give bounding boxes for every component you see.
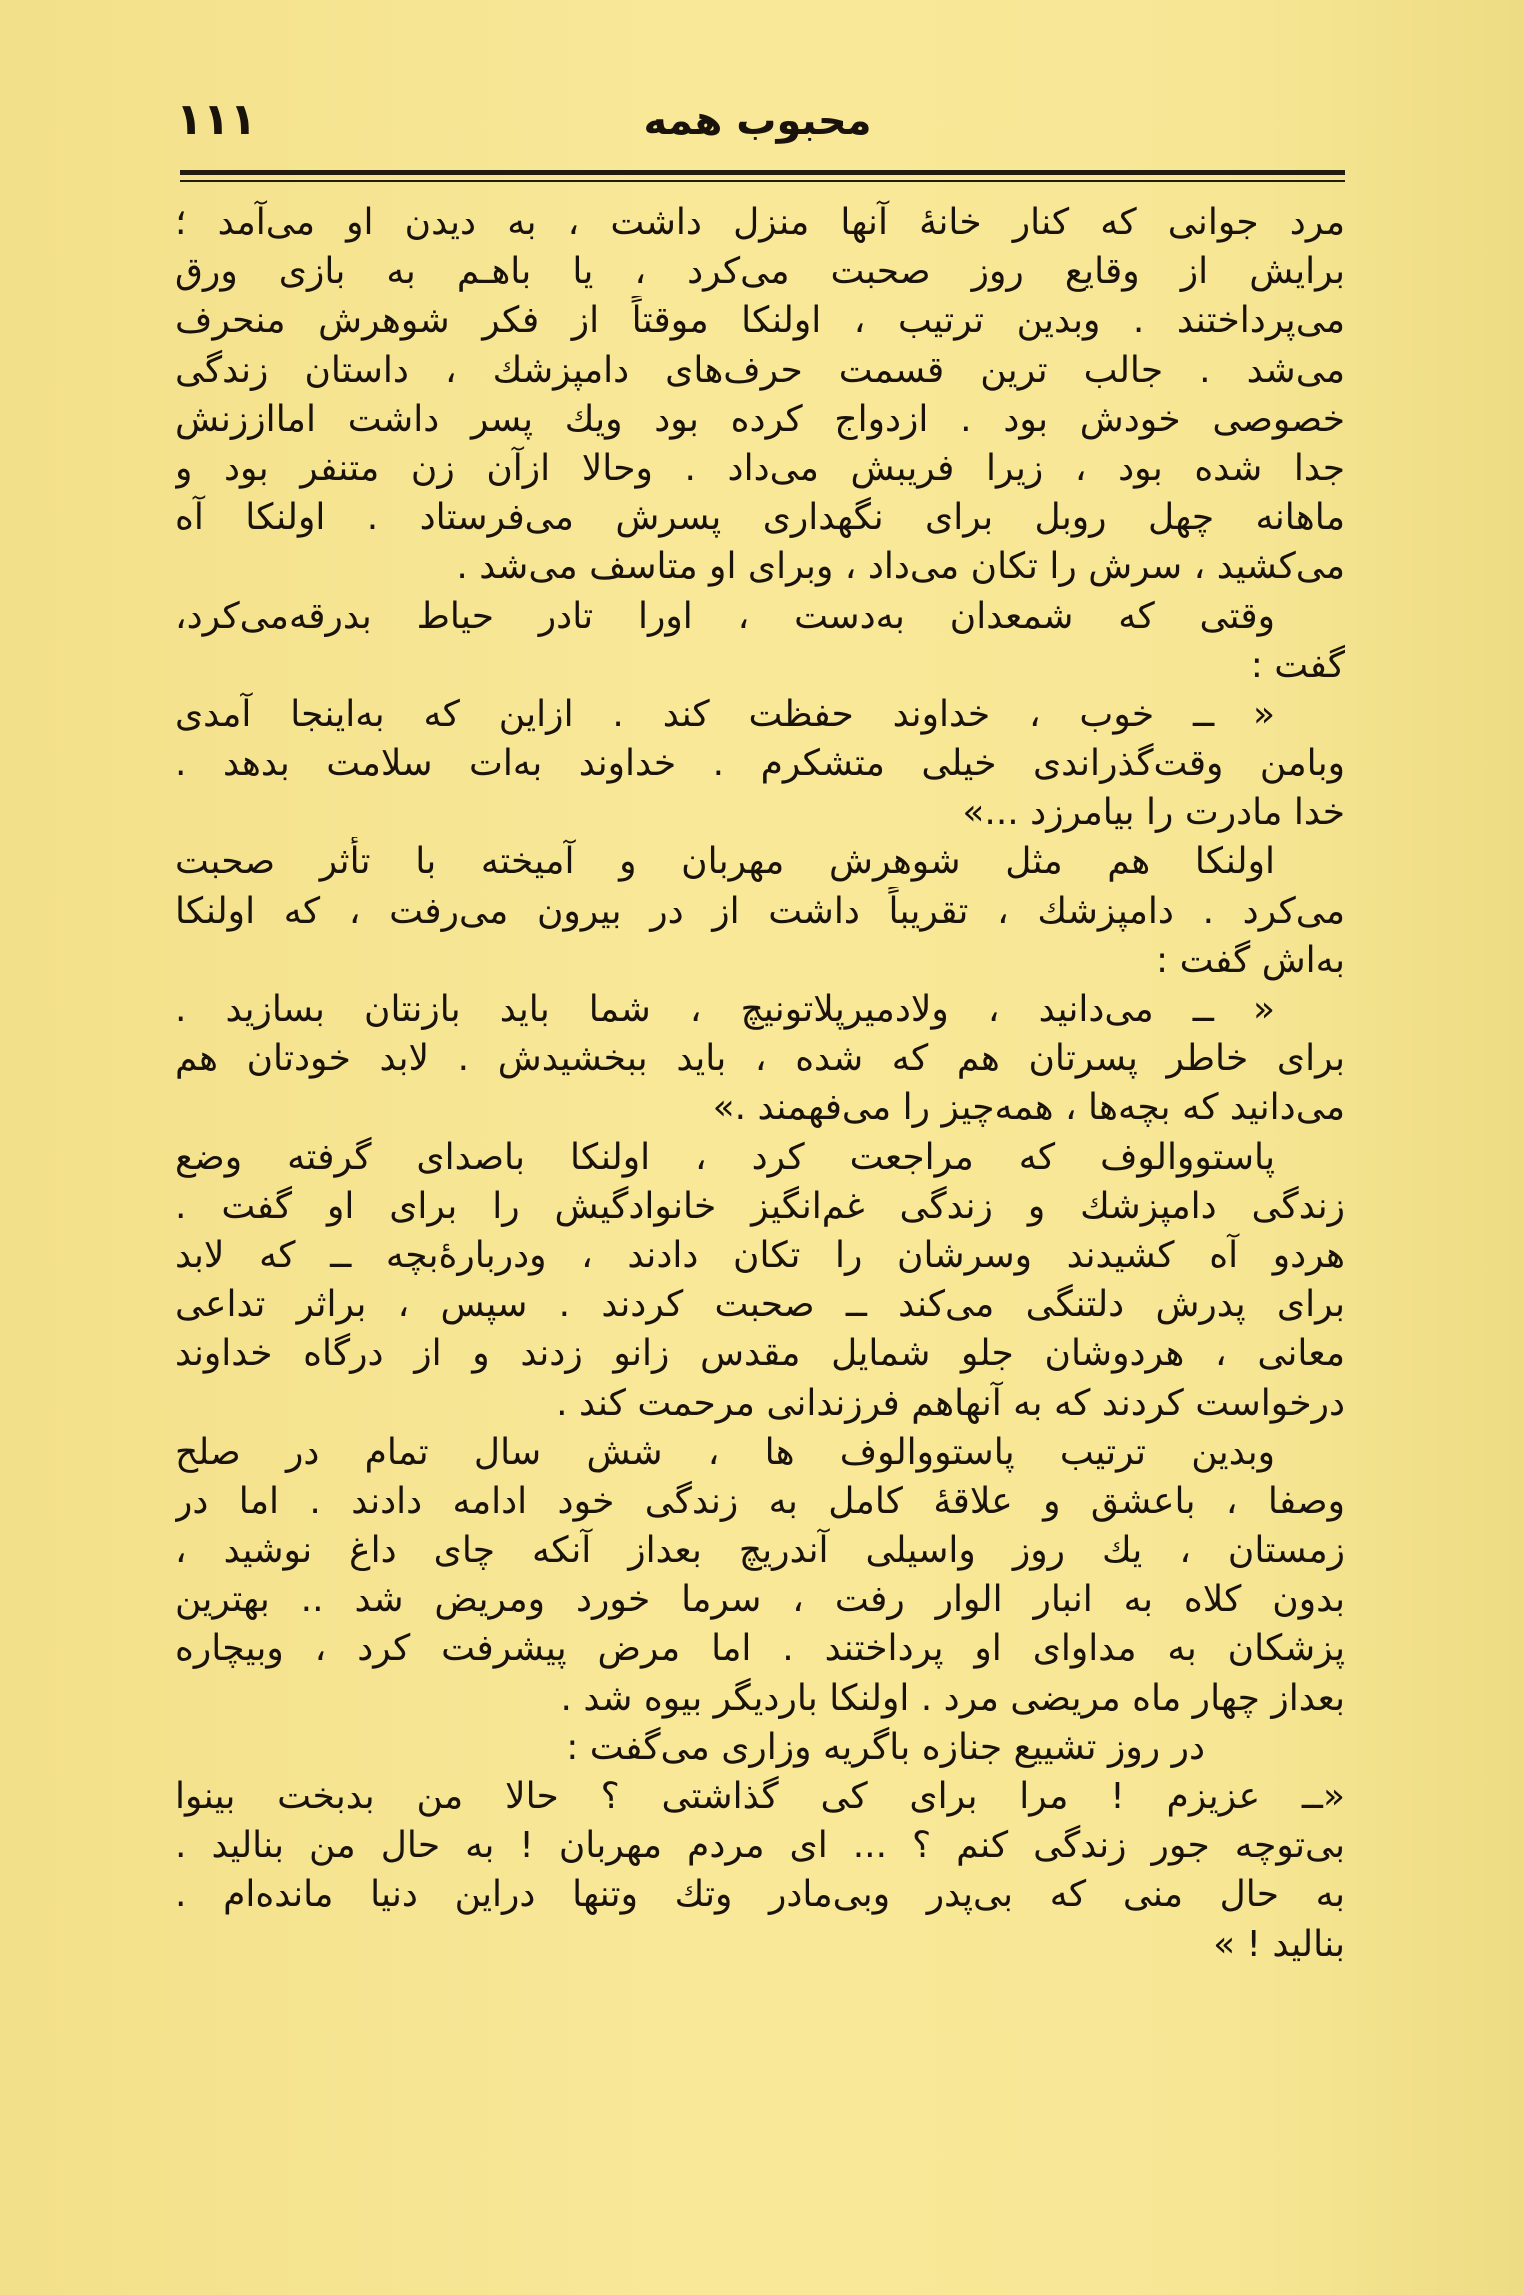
text-line: برای خاطر پسرتان هم که شده ، باید ببخشیدش . لابد خودتان هم bbox=[175, 1038, 1345, 1080]
text-line: معانی ، هردوشان جلو شمایل مقدس زانو زدند و از درگاه خداوند bbox=[175, 1333, 1345, 1375]
text-line: به‌اش گفت : bbox=[1156, 939, 1345, 981]
text-line: جدا شده بود ، زیرا فریبش می‌داد . وحالا ازآن زن متنفر بود و bbox=[175, 447, 1345, 489]
body-text bbox=[175, 198, 1345, 1969]
text-line: ماهانه چهل روبل برای نگهداری پسرش می‌فرستاد . اولنکا آه bbox=[175, 497, 1345, 539]
text-line: می‌کرد . دامپزشك ، تقریباً داشت از در بیرون می‌رفت ، که اولنکا bbox=[175, 890, 1345, 932]
text-line: برایش از وقایع روز صحبت می‌کرد ، یا باهـم به بازی ورق bbox=[175, 251, 1345, 293]
text-line: «ــ عزیزم ! مرا برای کی گذاشتی ؟ حالا من بدبخت بینوا bbox=[175, 1776, 1345, 1817]
text-line: مرد جوانی که کنار خانهٔ آنها منزل داشت ، به دیدن او می‌آمد ؛ bbox=[175, 202, 1345, 243]
text-line: خصوصی خودش بود . ازدواج کرده بود ویك پسر داشت امااززنش bbox=[175, 398, 1345, 440]
text-line: پزشکان به مداوای او پرداختند . اما مرض پیشرفت کرد ، وبیچاره bbox=[175, 1628, 1345, 1670]
text-line: درخواست کردند که به آنهاهم فرزندانی مرحمت کند . bbox=[556, 1382, 1345, 1424]
text-line: هردو آه کشیدند وسرشان را تکان دادند ، ودرباره‌ٔبچه ــ که لابد bbox=[175, 1234, 1345, 1276]
header-rule-thin bbox=[180, 180, 1345, 182]
text-line: اولنکا هم مثل شوهرش مهربان و آمیخته با تأثر صحبت bbox=[175, 841, 1275, 883]
text-line: در روز تشییع جنازه باگریه وزاری می‌گفت : bbox=[566, 1726, 1205, 1768]
text-line: بی‌توچه جور زندگی کنم ؟ ... ای مردم مهربان ! به حال من بنالید . bbox=[175, 1825, 1345, 1867]
text-line: بعداز چهار ماه مریضی مرد . اولنکا باردیگر بیوه شد . bbox=[560, 1677, 1345, 1719]
page-header bbox=[170, 94, 1345, 168]
text-line: پاستووالوف که مراجعت کرد ، اولنکا باصدای گرفته وضع bbox=[175, 1136, 1275, 1178]
text-line: می‌دانید که بچه‌ها ، همه‌چیز را می‌فهمند .» bbox=[712, 1087, 1345, 1129]
text-line: می‌کشید ، سرش را تکان می‌داد ، وبرای او متاسف می‌شد . bbox=[456, 546, 1345, 588]
text-line: می‌پرداختند . وبدین ترتیب ، اولنکا موقتاً از فکر شوهرش منحرف bbox=[175, 300, 1345, 342]
text-line: برای پدرش دلتنگی می‌کند ــ صحبت کردند . سپس ، براثر تداعی bbox=[175, 1284, 1345, 1326]
text-line: بدون کلاه به انبار الوار رفت ، سرما خورد ومریض شد .. بهترین bbox=[175, 1579, 1345, 1621]
text-line: زندگی دامپزشك و زندگی غم‌انگیز خانوادگیش را برای او گفت . bbox=[175, 1185, 1345, 1227]
text-line: گفت : bbox=[1250, 644, 1345, 686]
text-line: « ــ می‌دانید ، ولادمیرپلاتونیچ ، شما باید بازنتان بسازید . bbox=[175, 989, 1275, 1030]
page-number: ۱۱۱ bbox=[176, 94, 257, 145]
text-line: وبدین ترتیب پاستووالوف ها ، شش سال تمام در صلح bbox=[175, 1431, 1275, 1473]
text-line: بنالید ! » bbox=[1213, 1923, 1345, 1965]
text-line: وقتی که شمعدان به‌دست ، اورا تادر حیاط بدرقه‌می‌کرد، bbox=[175, 595, 1275, 637]
running-title: محبوب همه bbox=[643, 98, 872, 144]
text-line: وبامن وقت‌گذراندی خیلی متشکرم . خداوند به‌ات سلامت بدهد . bbox=[175, 743, 1345, 785]
text-line: زمستان ، یك روز واسیلی آندریچ بعداز آنکه چای داغ نوشید ، bbox=[175, 1530, 1345, 1572]
text-line: می‌شد . جالب ترین قسمت حرف‌های دامپزشك ، داستان زندگی bbox=[175, 349, 1345, 391]
header-rule-thick bbox=[180, 170, 1345, 175]
text-line: به حال منی که بی‌پدر وبی‌مادر وتك وتنها دراین دنیا مانده‌ام . bbox=[175, 1874, 1345, 1916]
text-line: « ــ خوب ، خداوند حفظت کند . ازاین که به‌اینجا آمدی bbox=[175, 693, 1275, 735]
text-line: وصفا ، باعشق و علاقهٔ کامل به زندگی خود ادامه دادند . اما در bbox=[175, 1480, 1345, 1522]
text-line: خدا مادرت را بیامرزد ...» bbox=[962, 792, 1345, 834]
